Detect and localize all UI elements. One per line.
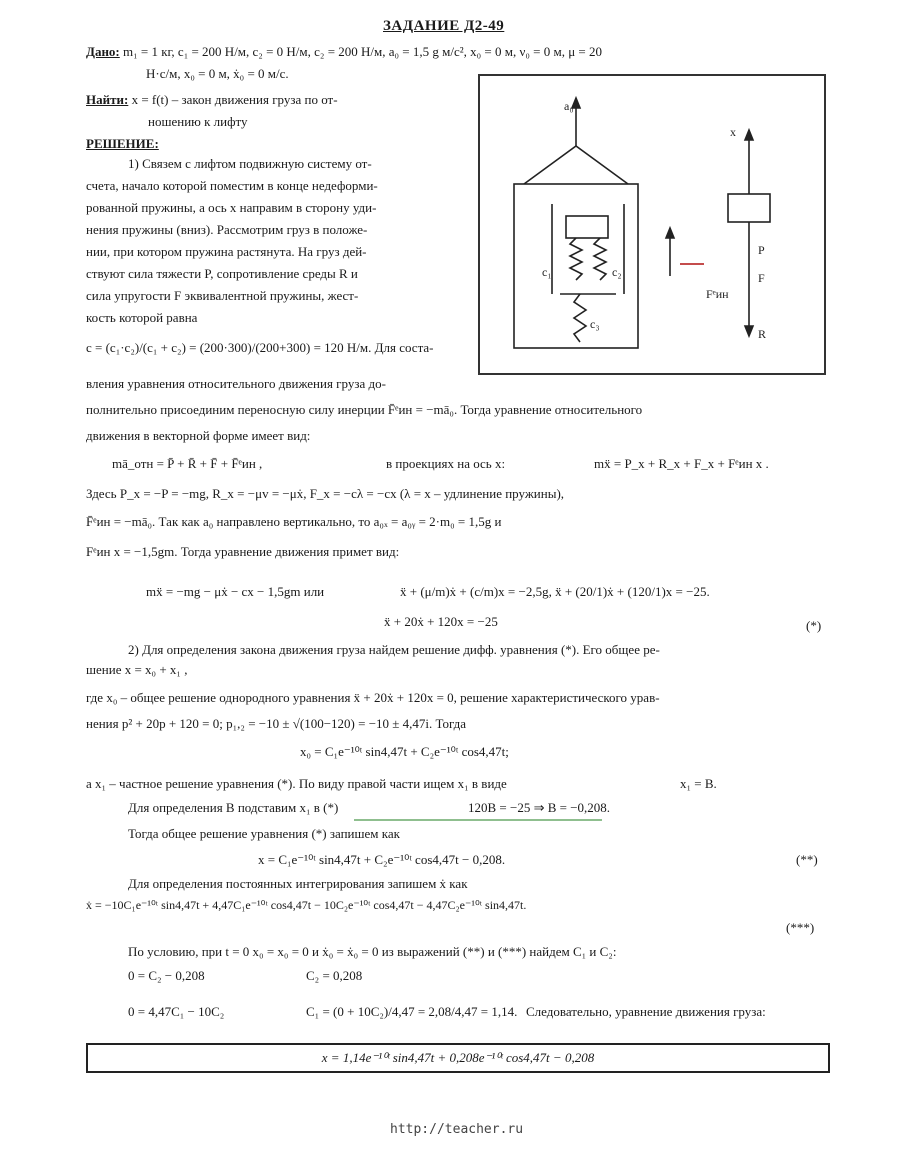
footer-url[interactable]: http://teacher.ru xyxy=(390,1122,524,1137)
stiffness-equation: c = (c₁·c₂)/(c₁ + c₂) = (200·300)/(200+300) = 120 Н/м. Для соста- xyxy=(86,340,434,355)
ode-left: mẍ = −mg − μẋ − cx − 1,5gm или xyxy=(146,584,325,599)
mechanism-drawing xyxy=(480,76,824,373)
label-Fin: Fᵉин xyxy=(706,287,729,301)
initial-conditions: По условию, при t = 0 x₀ = x₀ = 0 и ẋ₀ = ẋ₀ = 0 из выражений (**) и (***) найдем C₁ и C₂: xyxy=(128,944,617,959)
paragraph-line: рованной пружины, а ось x направим в сторону уди- xyxy=(86,200,377,215)
system-row-2-left: 0 = 4,47C₁ − 10C₂ xyxy=(128,1004,225,1019)
label-x: x xyxy=(730,125,736,139)
particular-text: а x₁ – частное решение уравнения (*). По виду правой части ищем x₁ в виде xyxy=(86,776,507,791)
paragraph-line: F̄ᵉин = −mā₀. Так как a₀ направлено вертикально, то a₀ₓ = a₀ᵧ = 2·m₀ = 1,5g и xyxy=(86,514,502,529)
paragraph-line: ствуют сила тяжести P, сопротивление среды R и xyxy=(86,266,358,281)
conclusion-text: Следовательно, уравнение движения груза: xyxy=(526,1004,766,1019)
paragraph-line: нения пружины (вниз). Рассмотрим груз в положе- xyxy=(86,222,368,237)
find-line-1 xyxy=(86,92,338,108)
general-tag: (**) xyxy=(796,852,818,867)
paragraph-line: счета, начало которой поместим в конце недеформи- xyxy=(86,178,378,193)
paragraph-line: шение x = x₀ + x₁ , xyxy=(86,662,188,677)
system-row-2-right: C₁ = (0 + 10C₂)/4,47 = 2,08/4,47 = 1,14. xyxy=(306,1004,518,1019)
green-underline xyxy=(354,819,602,821)
given-label: Дано: xyxy=(86,44,120,59)
derivative-label: Для определения постоянных интегрирования запишем ẋ как xyxy=(128,876,468,891)
paragraph-line: 2) Для определения закона движения груза найдем решение дифф. уравнения (*). Его общее ре- xyxy=(128,642,660,657)
label-R: R xyxy=(758,327,767,341)
label-c1: c₁ xyxy=(542,265,552,279)
label-P: P xyxy=(758,243,765,257)
paragraph-line: 1) Связем с лифтом подвижную систему от- xyxy=(128,156,372,171)
label-F: F xyxy=(758,271,765,285)
find-label: Найти: xyxy=(86,92,129,107)
answer-equation: x = 1,14e⁻¹⁰ᵗ sin4,47t + 0,208e⁻¹⁰ᵗ cos4,47t − 0,208 xyxy=(321,1050,595,1065)
label-a0: a₀ xyxy=(564,99,574,113)
solution-label: РЕШЕНИЕ: xyxy=(86,136,159,151)
given-line-1 xyxy=(86,44,602,60)
particular-result: 120B = −25 ⇒ B = −0,208. xyxy=(468,800,611,815)
find-text-2: ношению к лифту xyxy=(148,114,248,129)
find-text-1: x = f(t) – закон движения груза по от- xyxy=(131,92,338,107)
problem-title: ЗАДАНИЕ Д2-49 xyxy=(383,18,505,34)
paragraph-line: кость которой равна xyxy=(86,310,198,325)
paragraph-line: Fᵉин x = −1,5gm. Тогда уравнение движения примет вид: xyxy=(86,544,400,559)
paragraph-line: Здесь P_x = −P = −mg, R_x = −μv = −μẋ, F_x = −cλ = −cx (λ = x – удлинение пружины), xyxy=(86,486,565,501)
paragraph-line: нения p² + 20p + 120 = 0; p₁,₂ = −10 ± √(100−120) = −10 ± 4,47i. Тогда xyxy=(86,716,467,731)
ode-right: ẍ + (μ/m)ẋ + (c/m)x = −2,5g, ẍ + (20/1)ẋ + (120/1)x = −25. xyxy=(400,584,710,599)
paragraph-line: вления уравнения относительного движения груза до- xyxy=(86,376,386,391)
label-c3: c₃ xyxy=(590,317,600,331)
general-label: Тогда общее решение уравнения (*) запишем как xyxy=(128,826,400,841)
given-values-1: m₁ = 1 кг, c₁ = 200 Н/м, c₂ = 0 Н/м, c₂ = 200 Н/м, a₀ = 1,5 g м/с², x₀ = 0 м, ν₀ = 0 м, μ = 20 xyxy=(123,44,603,59)
ode-reduced: ẍ + 20ẋ + 120x = −25 xyxy=(384,614,498,629)
paragraph-line: нии, при котором пружина растянута. На груз дей- xyxy=(86,244,367,259)
paragraph-line: сила упругости F эквивалентной пружины, жест- xyxy=(86,288,359,303)
paragraph-line: где x₀ – общее решение однородного уравнения ẍ + 20ẋ + 120x = 0, решение характеристического урав- xyxy=(86,690,660,705)
system-row-1-left: 0 = C₂ − 0,208 xyxy=(128,968,205,983)
homogeneous-solution: x₀ = C₁e⁻¹⁰ᵗ sin4,47t + C₂e⁻¹⁰ᵗ cos4,47t; xyxy=(300,744,509,759)
label-c2: c₂ xyxy=(612,265,622,279)
derivative-equation: ẋ = −10C₁e⁻¹⁰ᵗ sin4,47t + 4,47C₁e⁻¹⁰ᵗ cos4,47t − 10C₂e⁻¹⁰ᵗ cos4,47t − 4,47C₂e⁻¹⁰ᵗ sin4,47t. xyxy=(86,898,527,912)
projection-equation: mẍ = P_x + R_x + F_x + Fᵉин x . xyxy=(594,456,769,471)
paragraph-line: движения в векторной форме имеет вид: xyxy=(86,428,311,443)
projection-note: в проекциях на ось x: xyxy=(386,456,506,471)
system-row-1-right: C₂ = 0,208 xyxy=(306,968,363,983)
ode-tag: (*) xyxy=(806,618,822,633)
derivative-tag: (***) xyxy=(786,920,815,935)
particular-finding: Для определения B подставим x₁ в (*) xyxy=(128,800,339,815)
answer-box xyxy=(86,1043,830,1073)
vector-equation: mā_отн = P̄ + R̄ + F̄ + F̄ᵉин , xyxy=(112,456,263,471)
paragraph-line: полнительно присоединим переносную силу инерции F̄ᵉин = −mā₀. Тогда уравнение относительного xyxy=(86,402,643,417)
general-solution: x = C₁e⁻¹⁰ᵗ sin4,47t + C₂e⁻¹⁰ᵗ cos4,47t − 0,208. xyxy=(258,852,506,867)
particular-form: x₁ = B. xyxy=(680,776,717,791)
mechanism-figure xyxy=(478,74,826,375)
given-values-2: Н·с/м, x₀ = 0 м, ẋ₀ = 0 м/с. xyxy=(146,66,289,81)
